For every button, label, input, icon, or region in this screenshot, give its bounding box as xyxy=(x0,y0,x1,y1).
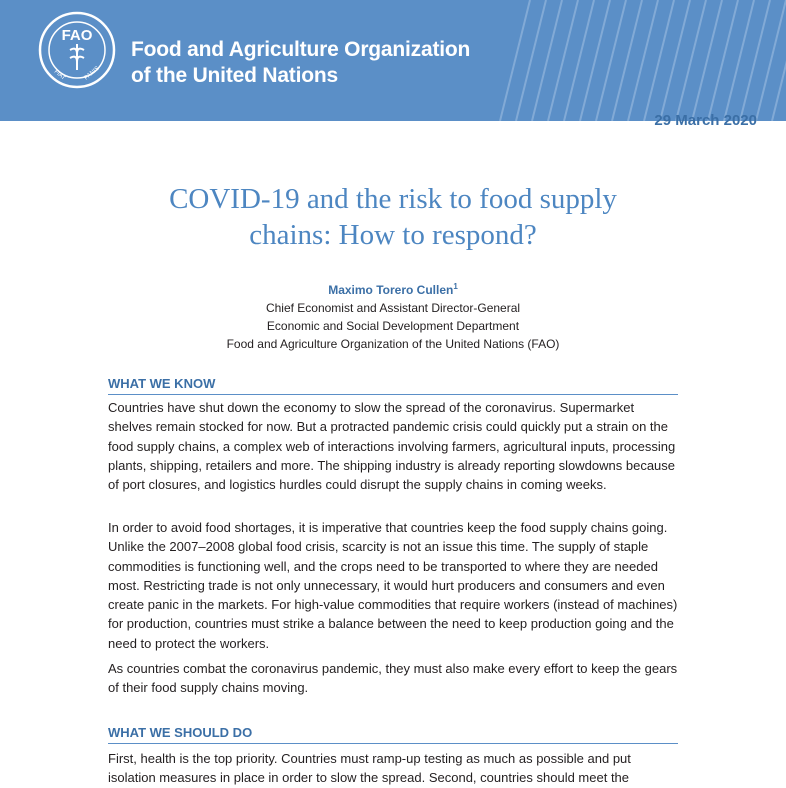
logo-motto-right: PANIS xyxy=(83,65,101,82)
section-heading-what-we-should-do: WHAT WE SHOULD DO xyxy=(108,724,678,744)
author-department: Economic and Social Development Department xyxy=(266,319,520,333)
title-line1: COVID-19 and the risk to food supply xyxy=(169,183,617,215)
section-heading-what-we-know: WHAT WE KNOW xyxy=(108,375,678,395)
logo-letters: FAO xyxy=(61,27,93,44)
header-banner xyxy=(0,0,786,121)
publication-date: 29 March 2020 xyxy=(654,112,757,129)
author-block xyxy=(0,278,786,353)
author-name: Maximo Torero Cullen xyxy=(328,283,454,297)
author-role: Chief Economist and Assistant Director-General xyxy=(265,301,521,315)
fao-logo-icon xyxy=(37,10,117,90)
organization-name xyxy=(131,37,470,89)
title-line2: chains: How to respond? xyxy=(249,219,537,251)
organization-name-line1: Food and Agriculture Organization xyxy=(131,38,471,61)
paragraph: First, health is the top priority. Countries must ramp-up testing as much as possible and put isolation measures in place in order to slow the spread. Second, countries should meet the xyxy=(108,751,631,786)
logo-motto-left: FIAT xyxy=(52,68,67,82)
footnote-marker[interactable]: 1 xyxy=(453,282,458,291)
document-title xyxy=(0,181,786,253)
paragraph: Countries have shut down the economy to slow the spread of the coronavirus. Supermarket shelves remain stocked for now. But a protracted pandemic crisis could quickly put a strain on the food supply chains, a complex web of interactions involving farmers, agricultural inputs, processing plants, shipping, retailers and more. The shipping industry is already reporting slowdowns because of port closures, and logistics hurdles could disrupt the supply chains in coming weeks. xyxy=(108,400,676,493)
author-organization: Food and Agriculture Organization of the United Nations (FAO) xyxy=(226,337,560,351)
organization-name-line2: of the United Nations xyxy=(131,64,338,87)
paragraph: In order to avoid food shortages, it is imperative that countries keep the food supply chains going. Unlike the 2007–2008 global food crisis, scarcity is not an issue this time. The supply of staple commodities is functioning well, and the crops need to be transported to where they are needed most. Restricting trade is not only unnecessary, it would hurt producers and consumers and even create panic in the markets. For high-value commodities that require workers (instead of machines) for production, countries must strike a balance between the need to keep production going and the need to protect the workers. xyxy=(108,520,678,651)
author-name-line xyxy=(0,278,786,299)
paragraph: As countries combat the coronavirus pandemic, they must also make every effort to keep the gears of their food supply chains moving. xyxy=(108,661,678,696)
